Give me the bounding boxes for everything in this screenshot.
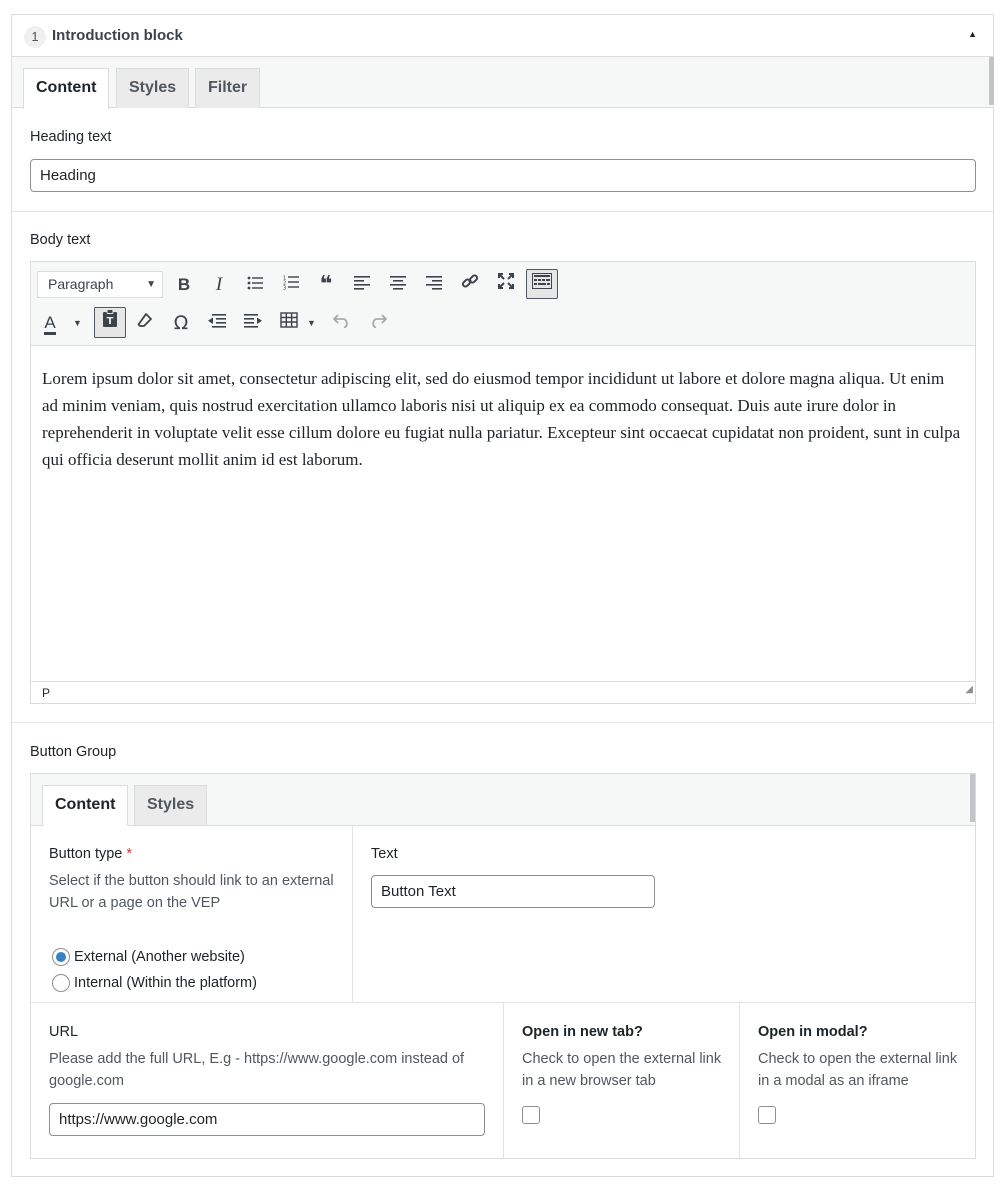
block-number: 1 bbox=[24, 26, 46, 48]
paste-as-text-icon[interactable] bbox=[94, 307, 126, 338]
new-tab-description: Check to open the external link in a new browser tab bbox=[522, 1051, 722, 1089]
align-right-icon[interactable] bbox=[419, 270, 449, 300]
toolbar-toggle-icon[interactable] bbox=[526, 269, 558, 299]
block-tabs bbox=[12, 57, 994, 108]
tabs-scroll-indicator bbox=[989, 57, 994, 105]
button-type-label bbox=[49, 846, 132, 862]
svg-text:1: 1 bbox=[283, 275, 287, 282]
modal-checkbox[interactable] bbox=[758, 1106, 776, 1124]
blockquote-icon[interactable]: ❝ bbox=[319, 272, 333, 297]
tab-content[interactable]: Content bbox=[23, 68, 109, 109]
table-icon[interactable] bbox=[274, 308, 304, 338]
element-path[interactable]: P bbox=[42, 686, 51, 700]
redo-icon[interactable] bbox=[363, 308, 393, 338]
editor-toolbar bbox=[31, 262, 975, 346]
format-select-value: Paragraph bbox=[48, 276, 114, 292]
radio-internal-label[interactable]: Internal (Within the platform) bbox=[74, 975, 257, 991]
button-text-input[interactable]: Button Text bbox=[371, 875, 655, 908]
bulleted-list-icon[interactable] bbox=[240, 270, 270, 300]
button-group-box bbox=[30, 773, 976, 1159]
resize-grip-icon[interactable]: ◢ bbox=[965, 684, 973, 695]
radio-external[interactable] bbox=[52, 948, 70, 966]
modal-label: Open in modal? bbox=[758, 1024, 868, 1040]
block-title: Introduction block bbox=[52, 27, 183, 44]
button-text-label: Text bbox=[371, 846, 398, 862]
svg-text:3: 3 bbox=[283, 285, 287, 290]
tab-styles[interactable]: Styles bbox=[116, 68, 189, 108]
text-color-caret-icon[interactable]: ▼ bbox=[73, 318, 82, 328]
italic-icon[interactable]: I bbox=[215, 274, 223, 295]
block-panel bbox=[11, 14, 994, 1177]
chevron-down-icon: ▼ bbox=[146, 279, 156, 290]
body-text-editor bbox=[30, 261, 976, 704]
special-character-icon[interactable]: Ω bbox=[173, 312, 189, 334]
column-divider bbox=[352, 826, 353, 1002]
fullscreen-icon[interactable] bbox=[491, 270, 521, 300]
tab-filter[interactable]: Filter bbox=[195, 68, 260, 108]
clear-formatting-icon[interactable] bbox=[130, 308, 160, 338]
table-caret-icon[interactable]: ▼ bbox=[307, 318, 316, 328]
undo-icon[interactable] bbox=[327, 308, 357, 338]
link-icon[interactable] bbox=[455, 270, 485, 300]
outdent-icon[interactable] bbox=[202, 308, 232, 338]
column-divider bbox=[503, 1002, 504, 1158]
url-input[interactable]: https://www.google.com bbox=[49, 1103, 485, 1136]
align-left-icon[interactable] bbox=[347, 270, 377, 300]
button-group-label: Button Group bbox=[30, 744, 117, 760]
body-text-label: Body text bbox=[30, 232, 91, 248]
tabs-scroll-indicator bbox=[970, 774, 975, 822]
new-tab-checkbox[interactable] bbox=[522, 1106, 540, 1124]
tab-content[interactable]: Content bbox=[42, 785, 128, 826]
heading-text-input[interactable]: Heading bbox=[30, 159, 976, 192]
modal-description: Check to open the external link in a modal as an iframe bbox=[758, 1051, 958, 1089]
radio-external-label[interactable]: External (Another website) bbox=[74, 949, 245, 965]
svg-text:T: T bbox=[106, 316, 114, 327]
radio-internal[interactable] bbox=[52, 974, 70, 992]
divider bbox=[12, 722, 993, 723]
editor-statusbar bbox=[31, 681, 975, 703]
url-description: Please add the full URL, E.g - https://www.google.com instead of google.com bbox=[49, 1051, 465, 1089]
svg-text:2: 2 bbox=[283, 280, 287, 287]
url-label: URL bbox=[49, 1024, 79, 1040]
required-mark: * bbox=[126, 846, 133, 862]
button-type-description: Select if the button should link to an external URL or a page on the VEP bbox=[49, 873, 334, 911]
new-tab-label: Open in new tab? bbox=[522, 1024, 643, 1040]
numbered-list-icon[interactable] bbox=[276, 270, 306, 300]
block-header[interactable] bbox=[12, 15, 993, 57]
tab-styles[interactable]: Styles bbox=[134, 785, 207, 825]
button-type-label-text: Button type bbox=[49, 846, 123, 862]
editor-content[interactable]: Lorem ipsum dolor sit amet, consectetur adipiscing elit, sed do eiusmod tempor incididunt ut labore et dolore magna aliqua. Ut enim ad minim veniam, quis nostrud exercitation ullamco laboris nisi ut aliquip ex ea commodo consequat. Duis aute irure dolor in reprehenderit in voluptate velit esse cillum dolore eu fugiat nulla pariatur. Excepteur sint occaecat cupidatat non proident, sunt in culpa qui officia deserunt mollit anim id est laborum. bbox=[31, 348, 975, 682]
bold-icon[interactable]: B bbox=[177, 275, 191, 294]
button-group-tabs bbox=[31, 774, 975, 826]
divider bbox=[12, 211, 993, 212]
format-select[interactable] bbox=[37, 271, 163, 298]
heading-text-label: Heading text bbox=[30, 129, 112, 145]
align-center-icon[interactable] bbox=[383, 270, 413, 300]
indent-icon[interactable] bbox=[238, 308, 268, 338]
collapse-arrow-icon[interactable]: ▲ bbox=[968, 29, 977, 39]
text-color-icon[interactable]: A bbox=[37, 308, 63, 338]
column-divider bbox=[739, 1002, 740, 1158]
